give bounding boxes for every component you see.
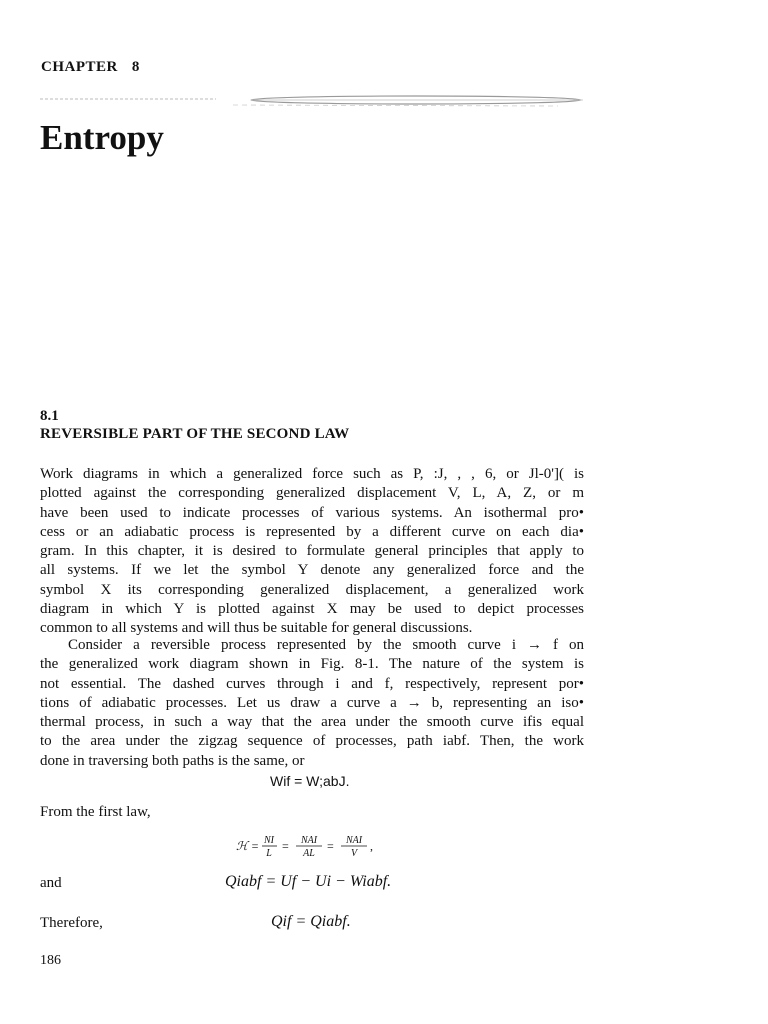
- text-line: thermal process, in such a way that the area under the smooth curve ifis equal: [40, 714, 584, 731]
- frac3-num: NAI: [345, 835, 363, 846]
- chapter-title: Entropy: [40, 118, 164, 157]
- text-line: symbol X its corresponding generalized displacement, a generalized work: [40, 581, 584, 598]
- paragraph-2: [40, 636, 584, 771]
- frac2-den: AL: [303, 848, 315, 859]
- page-number: 186: [40, 953, 61, 968]
- text-line: the generalized work diagram shown in Fig. 8-1. The nature of the system is: [40, 656, 584, 673]
- section-title: REVERSIBLE PART OF THE SECOND LAW: [40, 426, 350, 442]
- text-line: plotted against the corresponding generalized displacement V, L, A, Z, or m: [40, 485, 584, 502]
- text-line: Consider a reversible process represented by the smooth curve i → f on: [68, 637, 584, 653]
- frac1-den: L: [266, 848, 272, 859]
- label-and: and: [40, 875, 62, 891]
- frac1-num: NI: [264, 835, 274, 846]
- eq-tail: ,: [370, 839, 373, 853]
- text-line: Work diagrams in which a generalized force such as P, :J, , , 6, or Jl-0']( is: [40, 466, 584, 482]
- chapter-label: CHAPTER: [41, 59, 118, 75]
- text-line: diagram in which Y is plotted against X may be used to depict processes: [40, 601, 584, 618]
- text-line: done in traversing both paths is the same, or: [40, 752, 305, 769]
- eq-sign: =: [282, 839, 289, 853]
- label-therefore: Therefore,: [40, 915, 103, 931]
- decorative-rule: [38, 92, 583, 116]
- text-line: to the area under the zigzag sequence of processes, path iabf. Then, the work: [40, 733, 584, 750]
- paragraph-1: [40, 465, 584, 639]
- text-line: tions of adiabatic processes. Let us draw a curve a → b, representing an iso•: [40, 694, 584, 711]
- chapter-number: 8: [131, 59, 140, 75]
- text-line: gram. In this chapter, it is desired to formulate general principles that apply to: [40, 543, 584, 560]
- chapter-heading: [41, 59, 140, 76]
- frac3-den: V: [350, 848, 358, 859]
- label-from-first-law: From the first law,: [40, 804, 151, 820]
- section-number: 8.1: [40, 408, 59, 424]
- text-line: common to all systems and will thus be suitable for general discussions.: [40, 620, 473, 637]
- text-line: all systems. If we let the symbol Y denote any generalized force and the: [40, 562, 584, 579]
- text-line: cess or an adiabatic process is represented by a different curve on each dia•: [40, 523, 584, 540]
- eq-lhs: ℋ =: [236, 839, 259, 853]
- equation-work: Wif = W;abJ.: [270, 773, 350, 789]
- equation-fractions: [236, 832, 396, 862]
- frac2-num: NAI: [300, 835, 318, 846]
- equation-first-law: Qiabf = Uf − Ui − Wiabf.: [225, 873, 392, 890]
- text-line: have been used to indicate processes of various systems. An isothermal pro•: [40, 504, 584, 521]
- eq-sign: =: [327, 839, 334, 853]
- equation-heat: Qif = Qiabf.: [271, 913, 351, 930]
- text-line: not essential. The dashed curves through i and f, respectively, represent por•: [40, 675, 584, 692]
